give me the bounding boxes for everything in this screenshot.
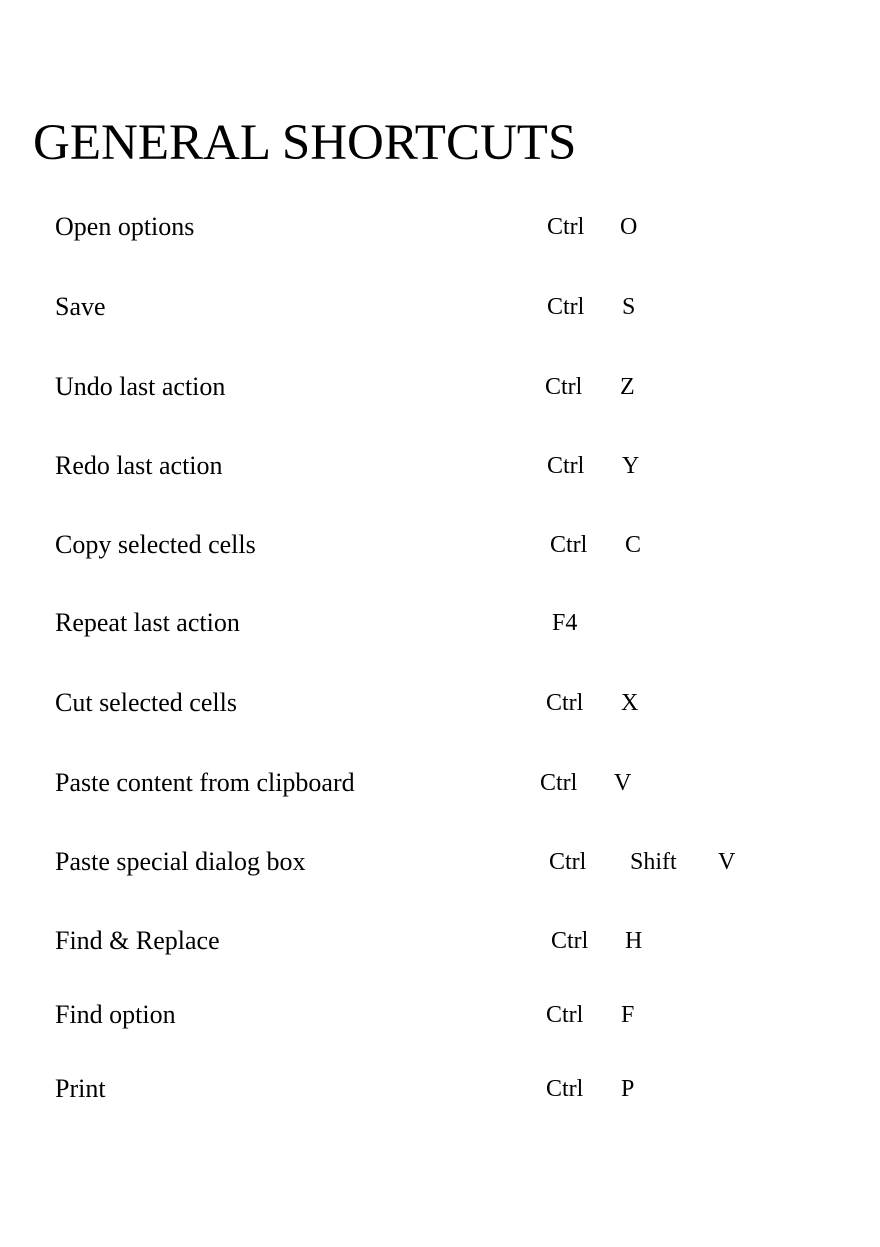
shortcut-row xyxy=(0,770,880,810)
shortcut-key: Shift xyxy=(630,849,677,875)
shortcut-row xyxy=(0,690,880,730)
shortcut-action: Open options xyxy=(55,212,195,241)
shortcut-key: S xyxy=(622,294,636,320)
shortcut-action: Copy selected cells xyxy=(55,530,256,559)
shortcut-key: Z xyxy=(620,374,635,400)
shortcut-action: Save xyxy=(55,292,106,321)
shortcut-key: Ctrl xyxy=(551,928,589,954)
page-title: GENERAL SHORTCUTS xyxy=(33,115,577,171)
shortcut-row xyxy=(0,928,880,968)
shortcut-action: Undo last action xyxy=(55,372,226,401)
shortcut-key: O xyxy=(620,214,638,240)
shortcut-row xyxy=(0,453,880,493)
shortcut-row xyxy=(0,849,880,889)
shortcut-key: Ctrl xyxy=(550,532,588,558)
shortcut-key: Ctrl xyxy=(545,374,583,400)
shortcut-key: H xyxy=(625,928,643,954)
shortcut-key: Ctrl xyxy=(546,1076,584,1102)
shortcut-row xyxy=(0,374,880,414)
shortcut-action: Repeat last action xyxy=(55,608,240,637)
shortcut-key: F4 xyxy=(552,610,578,636)
shortcut-row xyxy=(0,294,880,334)
shortcut-action: Paste content from clipboard xyxy=(55,768,355,797)
shortcut-key: Ctrl xyxy=(549,849,587,875)
shortcut-key: Ctrl xyxy=(547,214,585,240)
shortcut-key: C xyxy=(625,532,642,558)
shortcut-row xyxy=(0,214,880,254)
shortcut-action: Cut selected cells xyxy=(55,688,237,717)
shortcut-key: P xyxy=(621,1076,635,1102)
shortcut-action: Find option xyxy=(55,1000,176,1029)
shortcut-row xyxy=(0,532,880,572)
shortcut-action: Find & Replace xyxy=(55,926,220,955)
shortcut-key: V xyxy=(718,849,736,875)
shortcut-row xyxy=(0,610,880,650)
shortcut-key: Ctrl xyxy=(540,770,578,796)
shortcut-row xyxy=(0,1002,880,1042)
shortcut-action: Print xyxy=(55,1074,106,1103)
shortcut-action: Paste special dialog box xyxy=(55,847,306,876)
shortcut-key: Ctrl xyxy=(547,453,585,479)
shortcut-key: X xyxy=(621,690,639,716)
shortcut-key: Ctrl xyxy=(547,294,585,320)
shortcut-key: Ctrl xyxy=(546,690,584,716)
shortcut-key: V xyxy=(614,770,632,796)
shortcut-key: F xyxy=(621,1002,635,1028)
shortcut-row xyxy=(0,1076,880,1116)
shortcut-action: Redo last action xyxy=(55,451,223,480)
shortcut-key: Y xyxy=(622,453,640,479)
shortcut-key: Ctrl xyxy=(546,1002,584,1028)
